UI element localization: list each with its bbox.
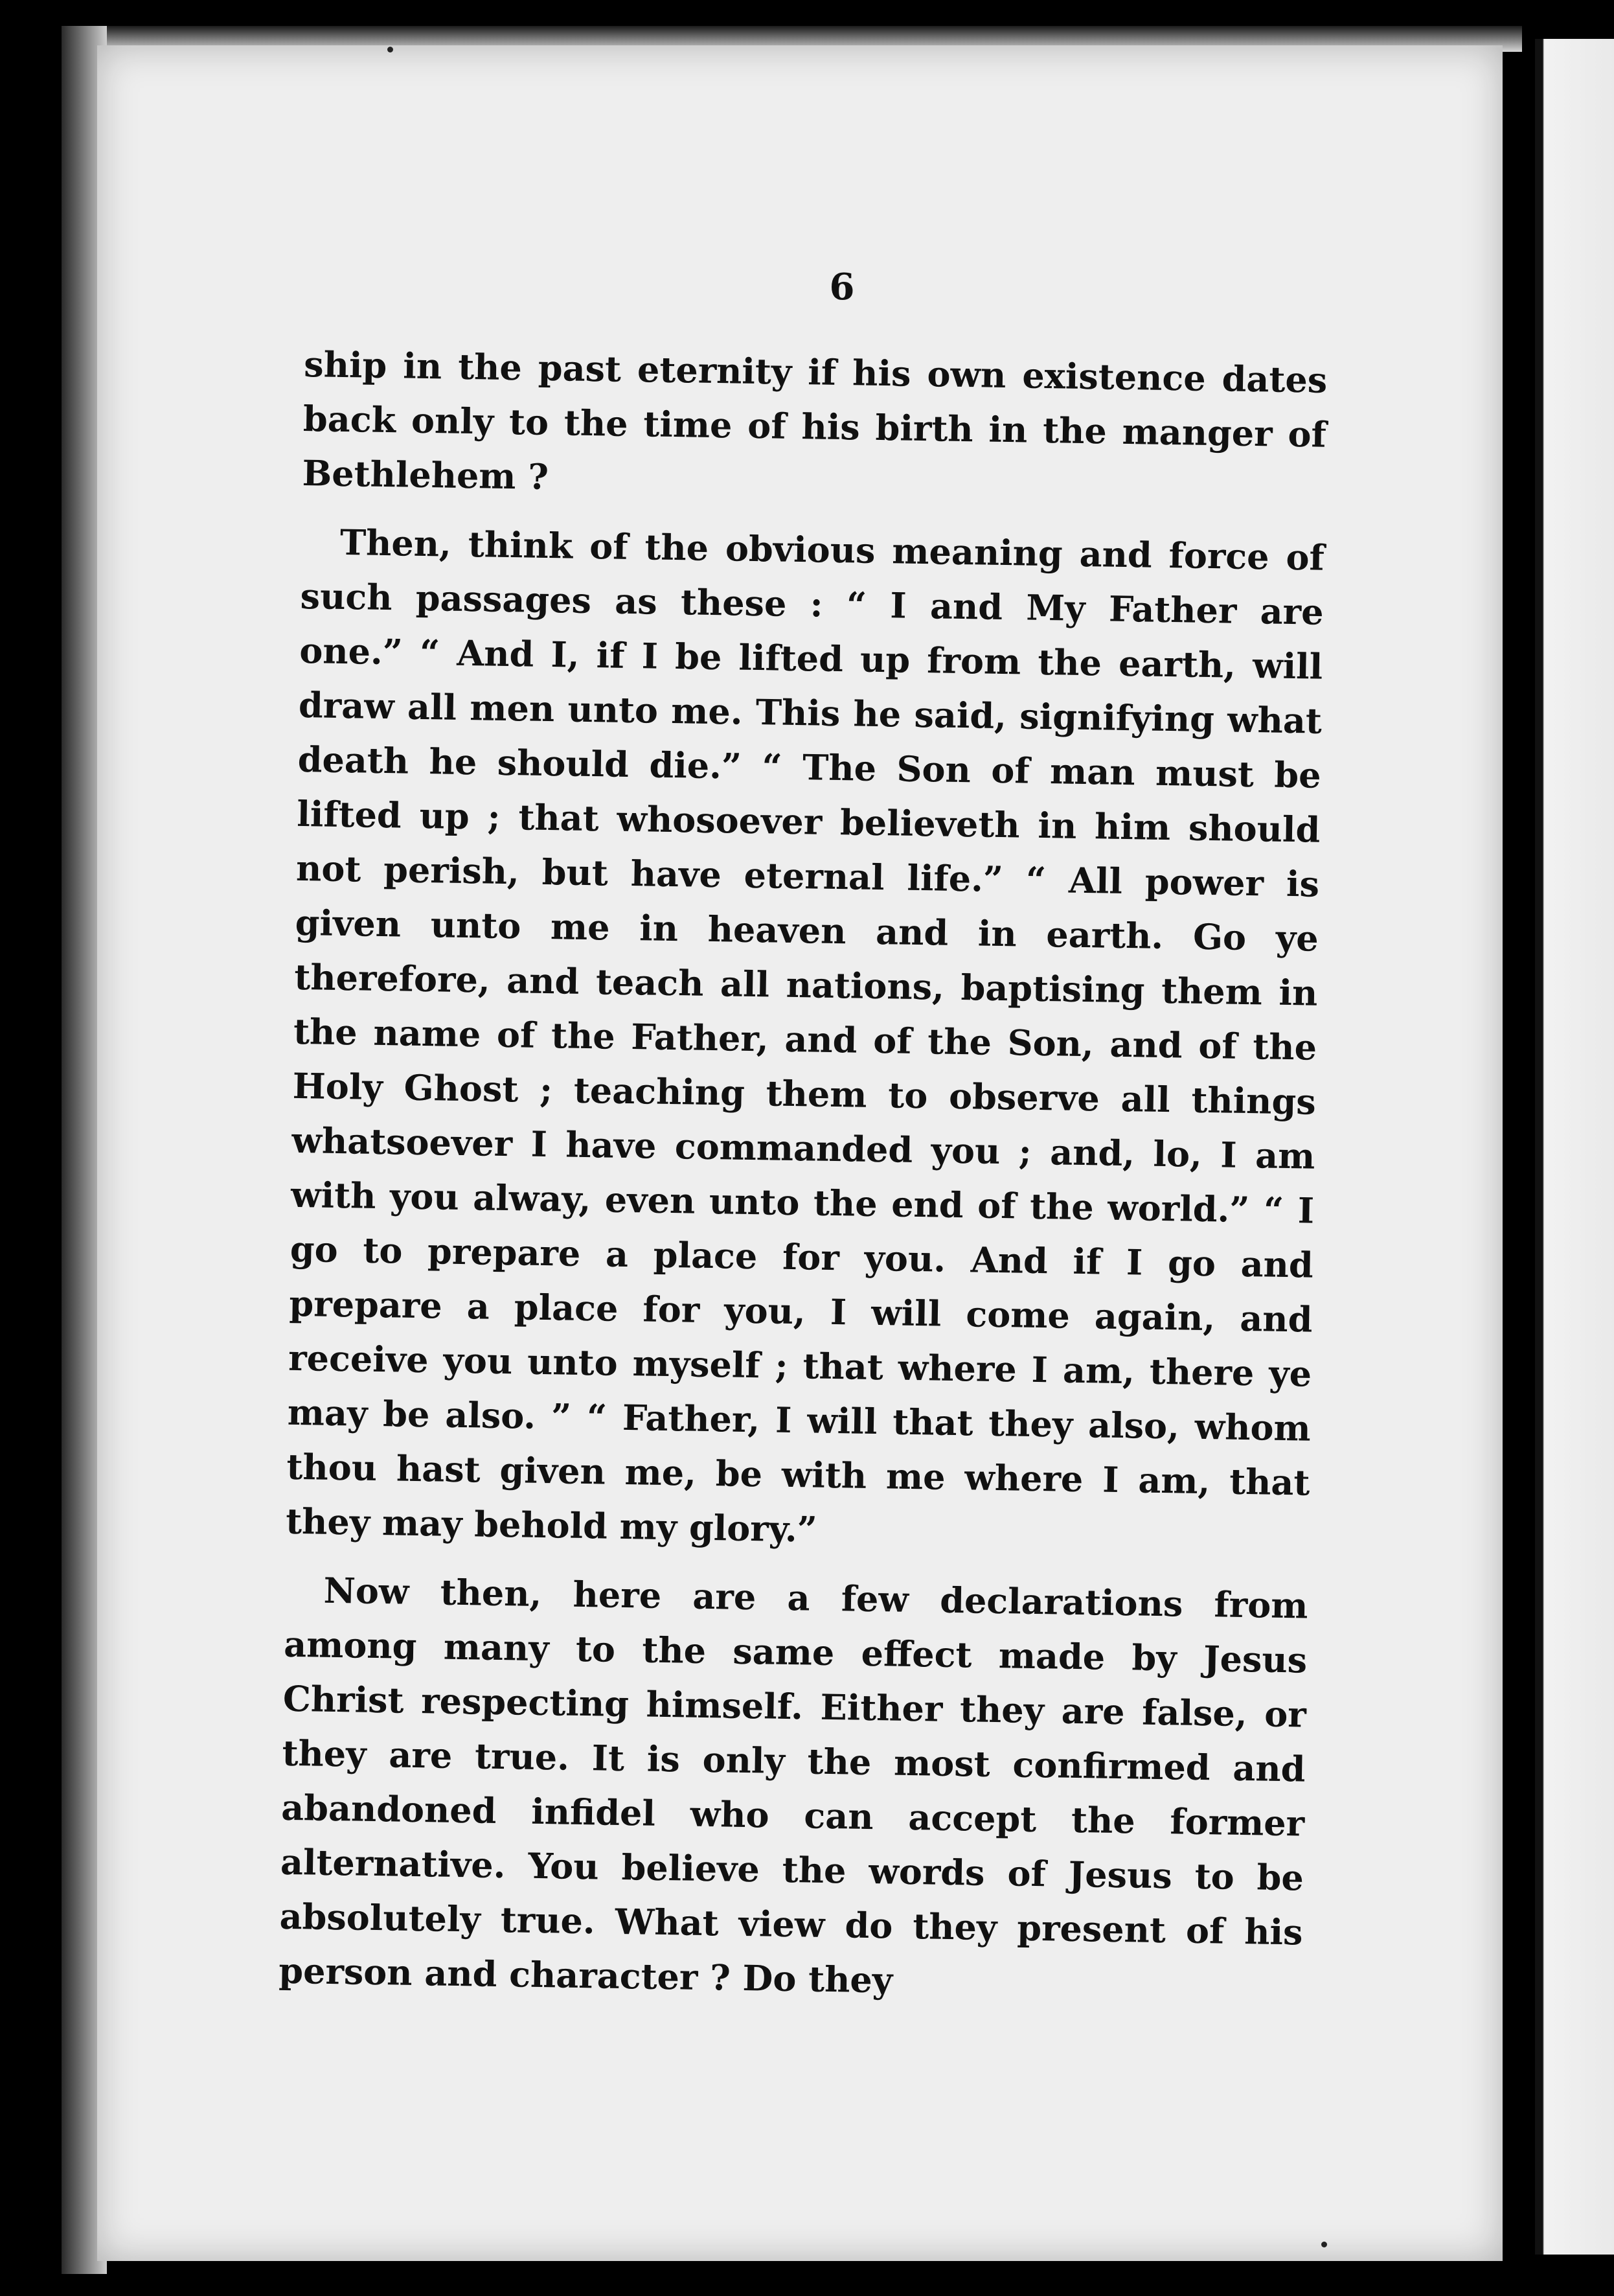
paragraph <box>286 514 1325 1565</box>
page-number: 6 <box>829 266 855 308</box>
paragraph-text: ship in the past eternity if his own existence dates back only to the time of his birth in the manger of Bethlehem ? <box>302 343 1328 498</box>
facing-page-edge <box>1535 39 1614 2255</box>
paragraph-text: Then, think of the obvious meaning and force of such passages as these : “ I and My Father are one.” “ And I, if I be lifted up from the earth, will draw all men unto me. This he said, signifying what death he should die.” “ The Son of man must be lifted up ; that whosoever believeth in him should not perish, but have eternal life.” “ All power is given unto me in heaven and in earth. Go ye therefore, and teach all nations, baptising them in the name of the Father, and of the Son, and of the Holy Ghost ; teaching them to observe all things whatsoever I have commanded you ; and, lo, I am with you alway, even unto the end of the world.” “ I go to prepare a place for you. And if I go and prepare a place for you, I will come again, and receive you unto myself ; that where I am, there ye may be also. ” “ Father, I will that they also, whom thou hast given me, be with me where I am, that they may behold my glory.” <box>285 521 1325 1550</box>
paragraph <box>302 337 1328 516</box>
body-text <box>278 337 1327 2028</box>
paragraph-text: Now then, here are a few declarations from among many to the same effect made by Jesus Christ respecting himself. Either they are false, or they are true. It is only the most confirmed and abandoned infidel who can accept the former alternative. You believe the words of Jesus to be absolutely true. What view do they present of his person and character ? Do they <box>278 1569 1308 2001</box>
paragraph <box>278 1563 1308 2014</box>
speck-mark <box>1321 2242 1327 2247</box>
speck-mark <box>387 47 393 52</box>
